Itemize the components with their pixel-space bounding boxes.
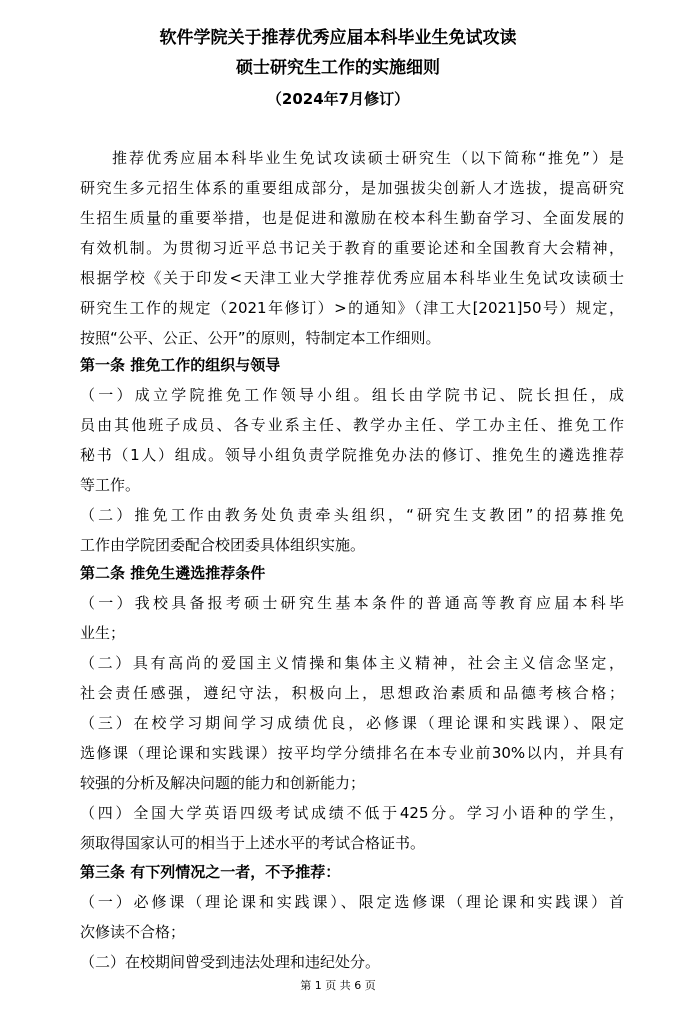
paragraph-line: 次修读不合格； bbox=[80, 923, 186, 941]
paragraph-line: 根据学校《关于印发<天津工业大学推荐优秀应届本科毕业生免试攻读硕士 bbox=[80, 269, 624, 287]
paragraph-line: （一）我校具备报考硕士研究生基本条件的普通高等教育应届本科毕 bbox=[80, 594, 624, 612]
paragraph-line: 生招生质量的重要举措，也是促进和激励在校本科生勤奋学习、全面发展的 bbox=[80, 209, 624, 227]
paragraph-line: 选修课（理论课和实践课）按平均学分绩排名在本专业前30%以内，并具有 bbox=[80, 744, 624, 762]
paragraph-line: （二）推免工作由教务处负责牵头组织，“研究生支教团”的招募推免 bbox=[80, 506, 624, 524]
paragraph-line: 研究生工作的规定（2021年修订）>的通知》（津工大[2021]50号）规定， bbox=[80, 299, 624, 317]
paragraph-line: 工作由学院团委配合校团委具体组织实施。 bbox=[80, 536, 366, 554]
paragraph-line: （二）在校期间曾受到违法处理和违纪处分。 bbox=[80, 953, 381, 971]
paragraph-line: 有效机制。为贯彻习近平总书记关于教育的重要论述和全国教育大会精神， bbox=[80, 239, 624, 257]
article-heading: 第一条 推免工作的组织与领导 bbox=[80, 356, 281, 374]
paragraph-line: （一）成立学院推免工作领导小组。组长由学院书记、院长担任，成 bbox=[80, 386, 624, 404]
paragraph-line: 按照“公平、公正、公开”的原则，特制定本工作细则。 bbox=[80, 329, 441, 347]
article-heading: 第三条 有下列情况之一者，不予推荐： bbox=[80, 863, 341, 881]
article-heading: 第二条 推免生遴选推荐条件 bbox=[80, 564, 266, 582]
paragraph-line: 秘书（1人）组成。领导小组负责学院推免办法的修订、推免生的遴选推荐 bbox=[80, 446, 624, 464]
paragraph-line: 较强的分析及解决问题的能力和创新能力； bbox=[80, 774, 366, 792]
paragraph-line: 员由其他班子成员、各专业系主任、教学办主任、学工办主任、推免工作 bbox=[80, 416, 624, 434]
page-number: 第 1 页 共 6 页 bbox=[300, 979, 376, 992]
paragraph-line: （二）具有高尚的爱国主义情操和集体主义精神，社会主义信念坚定， bbox=[80, 654, 624, 672]
document-title-line1: 软件学院关于推荐优秀应届本科毕业生免试攻读 bbox=[159, 28, 517, 48]
document-subtitle: （2024年7月修订） bbox=[266, 90, 410, 108]
paragraph-line: 推荐优秀应届本科毕业生免试攻读硕士研究生（以下简称“推免”）是 bbox=[112, 149, 624, 167]
paragraph-line: （三）在校学习期间学习成绩优良，必修课（理论课和实践课）、限定 bbox=[80, 714, 624, 732]
paragraph-line: 业生； bbox=[80, 624, 126, 642]
paragraph-line: 须取得国家认可的相当于上述水平的考试合格证书。 bbox=[80, 834, 426, 852]
document-title-line2: 硕士研究生工作的实施细则 bbox=[236, 58, 440, 78]
paragraph-line: 研究生多元招生体系的重要组成部分，是加强拔尖创新人才选拔，提高研究 bbox=[80, 179, 624, 197]
paragraph-line: 社会责任感强，遵纪守法，积极向上，思想政治素质和品德考核合格； bbox=[80, 684, 624, 702]
paragraph-line: 等工作。 bbox=[80, 476, 141, 494]
paragraph-line: （四）全国大学英语四级考试成绩不低于425分。学习小语种的学生， bbox=[80, 804, 624, 822]
paragraph-line: （一）必修课（理论课和实践课）、限定选修课（理论课和实践课）首 bbox=[80, 893, 624, 911]
